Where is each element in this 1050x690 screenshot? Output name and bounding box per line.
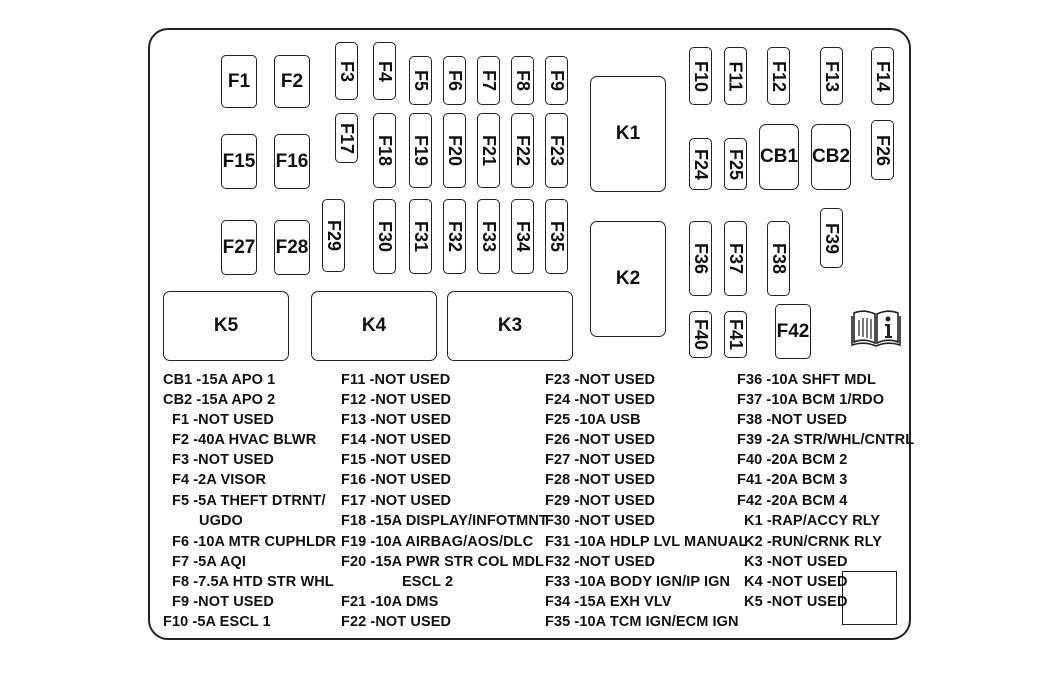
slot-label: F19 [411,134,431,167]
legend-entry: K2 -RUN/CRNK RLY [744,534,883,550]
legend-entry: F1 -NOT USED [172,412,274,428]
slot-f14 [871,47,894,105]
legend-entry: ESCL 2 [402,574,454,590]
legend-entry: K3 -NOT USED [744,554,848,570]
slot-f34 [511,199,534,274]
legend-entry: F36 -10A SHFT MDL [737,372,876,388]
legend-entry: F9 -NOT USED [172,594,274,610]
slot-label: F34 [513,220,533,253]
slot-label: F36 [691,242,711,275]
slot-label: F41 [726,318,746,351]
slot-cb2 [811,124,851,190]
legend-entry: CB2 -15A APO 2 [163,392,276,408]
slot-f32 [443,199,466,274]
slot-f38 [767,221,790,296]
legend-entry: F23 -NOT USED [545,372,656,388]
slot-label: F35 [547,220,567,253]
slot-label: F30 [375,220,395,253]
slot-label: K5 [213,315,239,336]
slot-label: F26 [873,134,893,166]
legend-entry: F13 -NOT USED [341,412,452,428]
legend-entry: F21 -10A DMS [341,594,439,610]
empty-slot-box [842,571,897,625]
slot-label: K2 [615,268,641,289]
slot-f3 [335,42,358,100]
legend-entry: F6 -10A MTR CUPHLDR [172,534,337,550]
slot-f39 [820,208,843,268]
slot-f37 [724,221,747,296]
slot-f4 [373,42,396,100]
slot-label: F17 [337,122,357,154]
slot-f36 [689,221,712,296]
slot-label: F2 [280,70,304,92]
legend-entry: F8 -7.5A HTD STR WHL [172,574,334,590]
slot-f21 [477,113,500,188]
slot-label: K3 [497,315,523,336]
legend-entry: F42 -20A BCM 4 [737,493,848,509]
legend-entry: F39 -2A STR/WHL/CNTRL [737,432,915,448]
slot-label: F22 [513,134,533,167]
slot-f18 [373,113,396,188]
slot-f19 [409,113,432,188]
legend-entry: F16 -NOT USED [341,472,452,488]
slot-label: F28 [275,236,309,258]
slot-label: F40 [691,318,711,351]
slot-label: F20 [445,134,465,167]
slot-f30 [373,199,396,274]
slot-label: F3 [337,60,358,82]
slot-label: F29 [324,219,344,252]
slot-label: F16 [275,150,309,172]
legend-entry: F32 -NOT USED [545,554,656,570]
legend-entry: F3 -NOT USED [172,452,274,468]
slot-f29 [322,199,345,272]
slot-f27 [221,220,257,275]
legend-entry: F12 -NOT USED [341,392,452,408]
slot-label: F6 [445,69,466,92]
slot-label: F12 [769,60,789,92]
legend-entry: F28 -NOT USED [545,472,656,488]
legend-entry: F33 -10A BODY IGN/IP IGN [545,574,731,590]
slot-label: F7 [479,69,500,92]
legend-entry: F38 -NOT USED [737,412,848,428]
slot-label: F8 [513,69,534,92]
slot-f12 [767,47,790,105]
legend-entry: F25 -10A USB [545,412,641,428]
slot-label: F1 [227,70,251,92]
slot-f2 [274,55,310,108]
slot-f26 [871,120,894,180]
legend-entry: F30 -NOT USED [545,513,656,529]
slot-f23 [545,113,568,188]
slot-label: F18 [375,134,395,167]
slot-label: F9 [547,69,568,92]
legend-entry: F10 -5A ESCL 1 [163,614,271,630]
slot-k3 [447,291,573,361]
legend-entry: F15 -NOT USED [341,452,452,468]
slot-f31 [409,199,432,274]
slot-k2 [590,221,666,337]
slot-f24 [689,138,712,190]
legend-entry: F37 -10A BCM 1/RDO [737,392,885,408]
legend-entry: F40 -20A BCM 2 [737,452,848,468]
slot-label: F32 [445,220,465,253]
legend-entry: F18 -15A DISPLAY/INFOTMNT [341,513,548,529]
slot-f20 [443,113,466,188]
slot-f28 [274,220,310,275]
slot-label: F23 [547,134,567,167]
slot-label: F25 [726,148,746,180]
legend-entry: F5 -5A THEFT DTRNT/ [172,493,326,509]
slot-k5 [163,291,289,361]
legend-entry: CB1 -15A APO 1 [163,372,276,388]
slot-label: F33 [479,220,499,253]
legend-entry: F17 -NOT USED [341,493,452,509]
slot-label: F37 [726,242,746,275]
slot-f7 [477,56,500,105]
slot-f35 [545,199,568,274]
legend-entry: F35 -10A TCM IGN/ECM IGN [545,614,739,630]
legend-entry: K4 -NOT USED [744,574,848,590]
slot-label: K1 [615,123,641,144]
slot-label: F24 [691,148,711,180]
slot-label: F14 [873,60,893,92]
slot-f10 [689,47,712,105]
slot-f9 [545,56,568,105]
legend-entry: F22 -NOT USED [341,614,452,630]
slot-k4 [311,291,437,361]
slot-label: F5 [411,69,432,92]
slot-label: K4 [361,315,387,336]
slot-label: F10 [691,60,711,92]
slot-label: CB2 [812,146,851,167]
slot-k1 [590,76,666,192]
slot-f1 [221,55,257,108]
legend-entry: F41 -20A BCM 3 [737,472,848,488]
slot-cb1 [759,124,799,190]
slot-f22 [511,113,534,188]
legend-entry: F29 -NOT USED [545,493,656,509]
slot-f11 [724,47,747,105]
legend-entry: F31 -10A HDLP LVL MANUAL [545,534,748,550]
legend-entry: F4 -2A VISOR [172,472,267,488]
slot-label: F31 [411,220,431,253]
legend-entry: K5 -NOT USED [744,594,848,610]
slot-f17 [335,113,358,163]
legend-entry: F24 -NOT USED [545,392,656,408]
slot-label: F21 [479,134,499,167]
legend-entry: F2 -40A HVAC BLWR [172,432,317,448]
slot-label: F15 [222,150,256,172]
slot-label: F4 [375,60,396,82]
legend-entry: F34 -15A EXH VLV [545,594,672,610]
slot-f41 [724,311,747,358]
legend-entry: F20 -15A PWR STR COL MDL [341,554,544,570]
slot-label: F13 [822,60,842,92]
slot-f33 [477,199,500,274]
legend-entry: F7 -5A AQI [172,554,247,570]
owner-manual-info-icon [850,305,902,347]
slot-f15 [221,134,257,189]
slot-f13 [820,47,843,105]
legend-entry: F11 -NOT USED [341,372,451,388]
slot-f42 [775,304,811,359]
slot-f16 [274,134,310,189]
slot-label: F11 [726,60,746,92]
legend-entry: UGDO [199,513,243,529]
legend-entry: F27 -NOT USED [545,452,656,468]
slot-label: F27 [222,236,256,258]
slot-label: F38 [769,242,789,275]
legend-entry: K1 -RAP/ACCY RLY [744,513,881,529]
legend-entry: F26 -NOT USED [545,432,656,448]
slot-label: F42 [776,320,810,342]
slot-f25 [724,138,747,190]
slot-label: F39 [822,222,842,254]
slot-f40 [689,311,712,358]
slot-label: CB1 [760,146,799,167]
legend-entry: F19 -10A AIRBAG/AOS/DLC [341,534,534,550]
legend-entry: F14 -NOT USED [341,432,452,448]
slot-f6 [443,56,466,105]
slot-f8 [511,56,534,105]
slot-f5 [409,56,432,105]
